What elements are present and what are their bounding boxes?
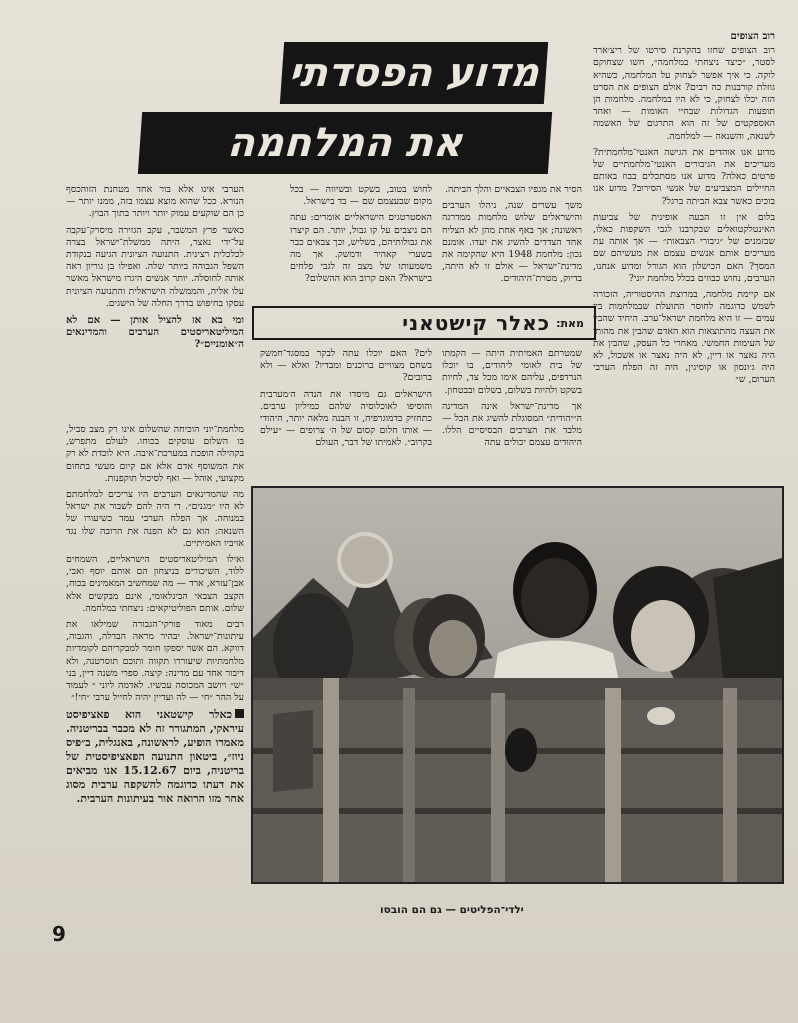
paragraph: הישראלים גם מיסדו את הנדה ה׳מערבית והוסיפו לאוכלוסיה שלהם כמיליון ערבים. כתחזיק כדמוגרפיה, זו הבנה מלאה יותר, היהודי — אותו חלום קסום של ה׳ צרופים — ״עילם בקרוב״. לאמיתו של דבר, העולם <box>260 388 432 449</box>
author-name: כאלר קישטאני <box>402 311 551 335</box>
photo-caption: ילדי־הפליטים — גם הם הובסו <box>380 904 524 916</box>
author-bio <box>66 708 244 806</box>
paragraph: מה שהמדינאים הערבים היו צריכים למלחמתם לא היו ״מגנים״. די היה להם לשבור את ישראל במנוחה. אך הפלח הערבי עמד כשיעורו של השנאה: הוא גם לא הפנה את הרובה שלו נגד אויביו האמיתיים. <box>66 489 244 549</box>
paragraph: בלום אין זו הבעה אופינית של צביעות האינטלקטואלים שבקרבנו לגבי השקפות כאלו, שבזמנים של ״גיבורי הצבאות״ — אך אותה עת מעריכים אותם אנשים עצמם את מעשיהם שם המסך? האם הכישלון הוא הגורל ומדוע אנחנו, הערבים, נחוש כבוזים בכלל מלחמת יוני? <box>593 211 775 284</box>
paragraph: אם קיימת מלחמה, במרוצת ההיסטוריה, הזכורה לשמש כדוגמה לחוסר התועלת שבמלחמות בין עמים — זו היא מלחמת ישראל־ערב. היחיד שהבין את העצה מהתוצאות הוא האדם שהבין את מהותו של העימות החמשי. מאחרי כל העסק, שהבין את היה נאצר או דיין, לא היה נאצר או אשכול, לא היה ג׳ונסון או קוסיגין, היה זה הפלח הערבי הערום, ש״ <box>593 289 775 386</box>
article-column-2 <box>442 184 582 302</box>
paragraph: כאשר פרץ המשבר, עקב הגזירה מיסרק־עקבה על־ידי נאצר, היתה ממשלת־ישראל בצרה לכלכלית רצינית. התנועה הציונית הגיעה בנקודת השפל הגבוהה ביותר שלה. ואפילו בן גוריון ראה אותה לחוסלה. יותר אנשים היגרו מישראל מאשר עלו אליה, והממשלה הישראלית והתנועה הציונית עסקו בחיפוש בדרך החלה של הישגים. <box>66 224 244 309</box>
paragraph: רבים מאוד פורקי־הגבורה שמילאו את עיתונות־ישראל. יבהיר מראה הבדלה, והגבוה, דווקא. הם אשר יספקו חומר למבקריהם לקומדיות מלחמתיות שיעוררו תקווה ותוכם תוסרטנה, ולא דיבור אחד עם מדינה: קיצה. ספרי משנה דיין, בני ״ש״ ויושב המכוסה עכשיו. לאדמה ליוני ״ לעמוד על ההר ״חי — לה ועדיין יהיה לחייל ערבי ״חי!״ <box>66 619 244 704</box>
article-column-6 <box>260 348 432 478</box>
paragraph: רוב הצופים שחזו בהקרנת סירטו של ריצ׳ארד לסטר, ״כיצד ניצחתי במלחמה״, חשו שצחוקם לוקה. כי איך אפשר לצחוק על המלחמה, כשהיא גוזלת קורבנות כה רבים? אולם הצופים את הסרט הזה יכלו לצחוק, כי לא היו במלחמה. מלחמות הן תופעות הגדולות שבחיי האומות — ואחד האספקטים של זה הוא התרגום של האשמה לשנאה, והשנאה — למלחמה. <box>593 45 775 142</box>
photo-illustration <box>253 488 782 882</box>
paragraph: הערבי אינו אלא בור אחד מטחנת הזוהכסף הנורא. ככל שהוא מוצא עצמו בזה, ממנו יותר — כן הם שוקעים עמוק יותר ויותר בתוך הבוץ. <box>66 184 244 220</box>
paragraph: שמטרתם האמיתית היתה — הקמתו של בית לאומי ליהודים, בו יוכלו הנרדפים, עליהם אימו מכל צד, לחיות בשקט ולהיות בשלום, בשלום ובבטחון. <box>442 348 582 396</box>
article-column-3 <box>290 184 432 302</box>
paragraph: משך עשרים שנה, ניהלו הערבים והישראלים שלוש מלחמות ממדרגה ראשונה; אך באף אחת מהן לא הצליח אחד הצדדים להשיג את יעדו. אומנם נכון: מלחמת 1948 היא שהקימה את מדינת־ישראל — אולם זו לא היתה, בדיוק, מטרת־היהודים. <box>442 200 582 285</box>
bullet-square-icon <box>235 709 244 718</box>
paragraph: ומי בא אז להציל אותן — אם לא המיליטאריסטים הערבים והמדינאים ה״אומניים״? <box>66 314 244 351</box>
paragraph: ואילו המיליטאריסטים הישראליים, השמחים ללוד, השיכורים בניצחון הם אותם יוסף ואבי, אבן־עזרא, ארד — מה שמחשיב המאמינים בכוח, הקצב הצבאי הבינלאומי, אינם מבקשים אלא שלום. אותם הפוליטיקאים: ניצחתי במלחמה. <box>66 554 244 614</box>
paragraph: לחוש בטוב, בשקט ובשיווה — בכל מקום שבעצמם שם — בד בישראל. <box>290 184 432 208</box>
paragraph: הסיר את מגפיו הצבאיים והלך הביתה. <box>445 184 582 195</box>
paragraph: מלחמת־יוני הוכיחה שהשלום אינו רק מצב סביל, בו השלום עוסקים בכוחו. לעולם מתפרש, בקהילה הופכת במערכת־איבה. היא לוכדת לא רק את המשוסף אדם אלא אם קיום מעשי בתחום מקצועי, אוהל — ואף לסיכול תוקפנות. <box>66 424 244 484</box>
paragraph: לים? האם יוכלו עתה לבקר במסגד־חמשק בשחם מצוויים ברוכנים ומבדיו? ואלא — ולא ברובים? <box>260 348 432 384</box>
article-column-4 <box>66 184 244 420</box>
author-bio-text: כאלר קישטאני הוא פאציפיסט עיראקי, המתגורר זה לא מכבר בבריטניה. מאמרו הופיע, לראשונה, באנגלית, ב״פיס ניוז״, ביטאון התנועה הפאציפיסטית של בריטניה, ביום 15.12.67 אנו מביאים את דעתו כדוגמה להשקפה ערבית מסוג אחר מזו הרואה אור בעיתונות הערבית. <box>66 708 244 806</box>
article-column-7 <box>66 424 244 912</box>
byline-box <box>252 306 596 340</box>
paragraph: האסטרטגים הישראליים אומרים: עתה הם ניצבים על קו גבול, יותר. הם קיצרו את גבולותיהם, בשליש, וכך צבאים כבר בשערי קאהיר ודמשק. אך מה משמעותו של מצב זה לגבי פלחים בישראל? האם קרוב הוא ההשלום? <box>290 212 432 285</box>
headline-line-2: את המלחמה <box>138 112 552 174</box>
article-column-5 <box>442 348 582 478</box>
paragraph: מדוע אנו אוהדים את הגישה האנטי־מלחמתית? מעריכים את הגיבורים האנטי־מלחמתיים של פרטים כאלה? מדוע אנו מסתכלים בבוז באותם החיילים המצביעים של אנשי הסירוב? מדוע אנו בוכים כאשר צבא הביתה ברגל? <box>593 146 775 207</box>
column-heading: רוב הצופים <box>730 30 775 42</box>
refugee-children-photo <box>251 486 784 884</box>
byline-label: מאת: <box>556 316 584 330</box>
headline-line-1: מדוע הפסדתי <box>280 42 548 104</box>
page-number: 9 <box>52 922 66 946</box>
paragraph: אך מדינת־ישראל אינה המדינה ה״יהודית״ המסוגלת להשיג את הכל — מלבד את הצרכים הבסיסיים הללו. היהודים עצמם יכולים עתה <box>442 400 582 449</box>
article-column-1 <box>593 30 775 482</box>
